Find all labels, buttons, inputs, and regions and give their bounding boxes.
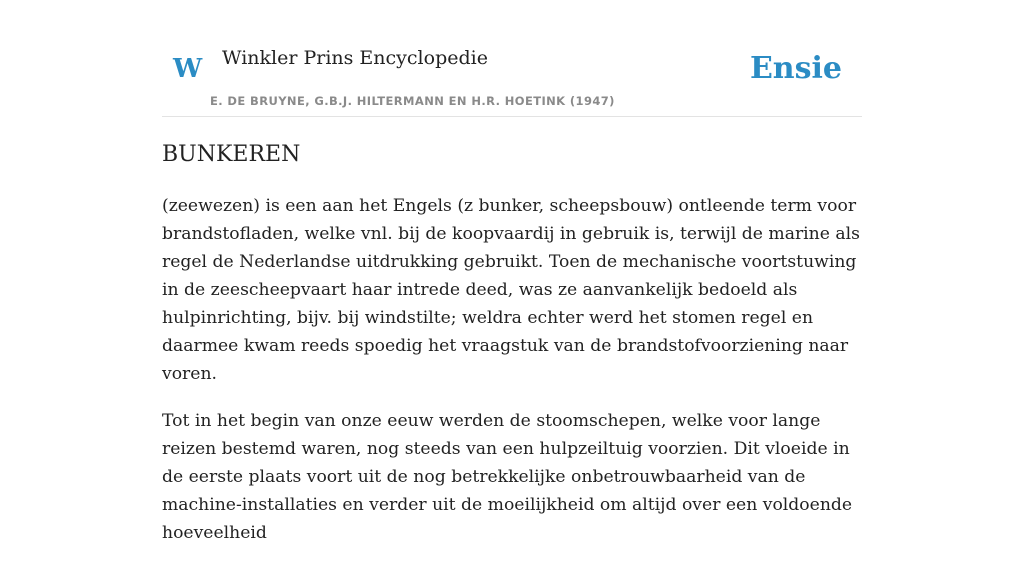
entry-title: BUNKEREN <box>162 142 301 167</box>
book-authors: E. DE BRUYNE, G.B.J. HILTERMANN EN H.R. HOETINK (1947) <box>210 94 615 108</box>
entry-body <box>162 192 862 566</box>
entry-paragraph: Tot in het begin van onze eeuw werden de stoomschepen, welke voor lange reizen bestemd waren, nog steeds van een hulpzeiltuig voorzien. Dit vloeide in de eerste plaats voort uit de nog betrekkelijke onbetrouwbaarheid van de machine-installaties en verder uit de moeilijkheid om altijd over een voldoende hoeveelheid <box>162 411 853 543</box>
book-logo-icon[interactable]: W <box>173 54 203 84</box>
brand-logo[interactable]: Ensie <box>749 51 842 86</box>
book-header <box>162 0 862 117</box>
book-title[interactable]: Winkler Prins Encyclopedie <box>222 47 488 69</box>
entry-paragraph: (zeewezen) is een aan het Engels (z bunker, scheepsbouw) ontleende term voor brandstofladen, welke vnl. bij de koopvaardij in gebruik is, terwijl de marine als regel de Nederlandse uitdrukking gebruikt. Toen de mechanische voortstuwing in de zeescheepvaart haar intrede deed, was ze aanvankelijk bedoeld als hulpinrichting, bijv. bij windstilte; weldra echter werd het stomen regel en daarmee kwam reeds spoedig het vraagstuk van de brandstofvoorziening naar voren. <box>162 196 860 384</box>
